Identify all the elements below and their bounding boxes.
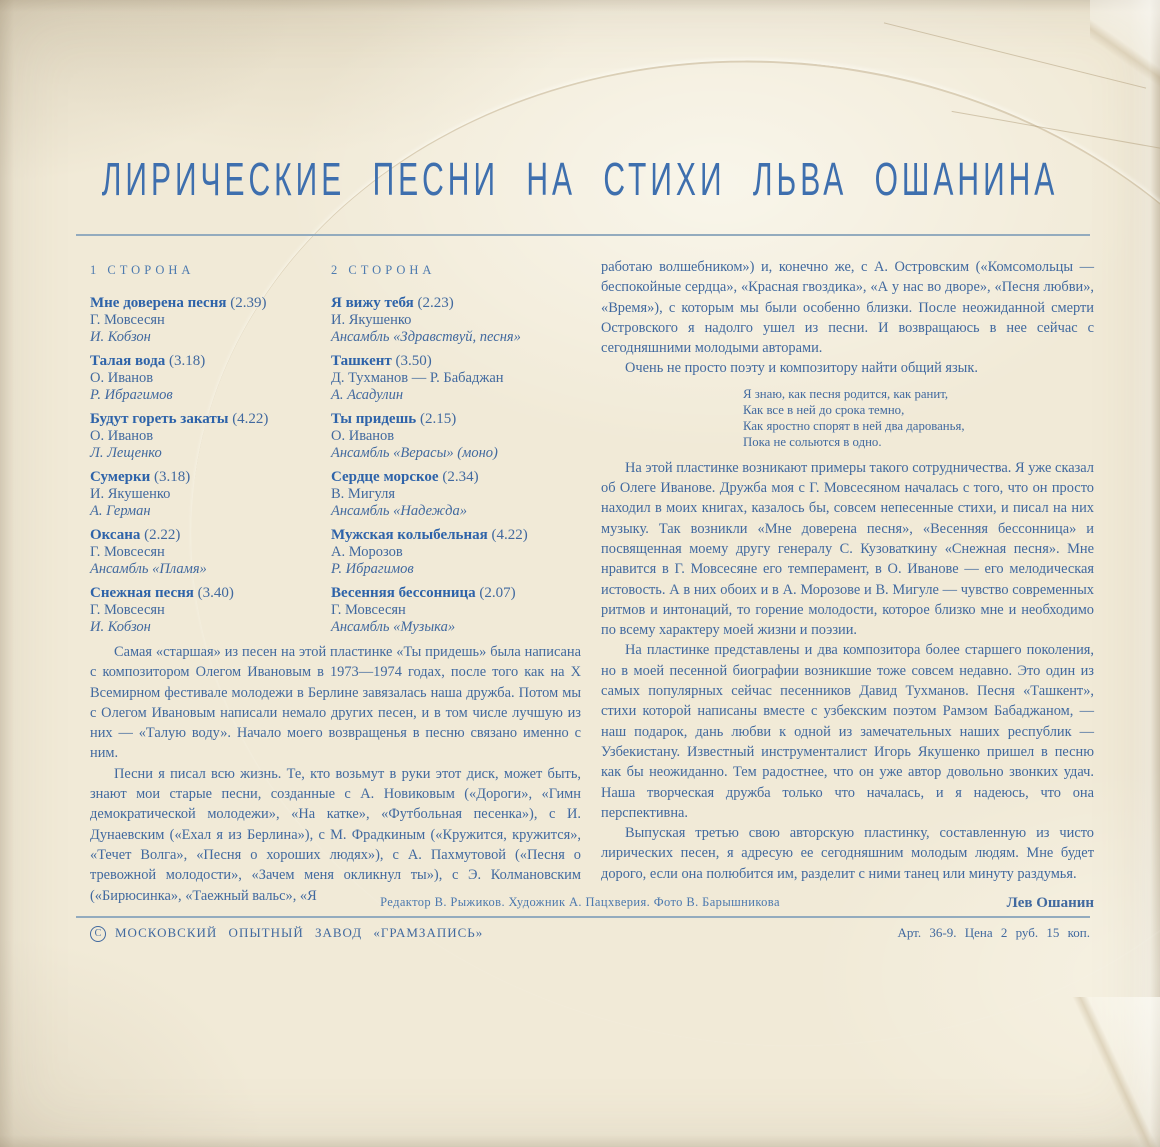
track-title <box>331 469 583 486</box>
track-title <box>331 353 583 370</box>
track-composer: О. Иванов <box>90 428 154 444</box>
track-performer: А. Герман <box>90 503 151 519</box>
track-title <box>90 469 328 486</box>
side1-header: 1 СТОРОНА <box>90 263 195 277</box>
track-title-text: Ташкент <box>331 353 392 369</box>
footer-divider-rule <box>76 916 1090 918</box>
track-title-text: Сердце морское <box>331 469 439 485</box>
track-duration: (3.18) <box>168 353 206 369</box>
right-column-intro <box>601 257 1094 379</box>
side2-header: 2 СТОРОНА <box>331 263 436 277</box>
production-credits: Редактор В. Рыжиков. Художник А. Пацхверия. Фото В. Барышникова <box>380 895 780 909</box>
track-performer: И. Кобзон <box>90 329 151 345</box>
poem-quote <box>743 386 1094 450</box>
track-composer: О. Иванов <box>90 370 154 386</box>
track-duration: (3.50) <box>395 353 432 369</box>
track-item <box>331 411 583 462</box>
track-title-text: Талая вода <box>90 353 166 369</box>
track-title <box>90 411 328 428</box>
track-composer: В. Мигуля <box>331 486 396 502</box>
title-wrap <box>0 154 1160 206</box>
track-title <box>331 527 583 544</box>
publisher-name: МОСКОВСКИЙ ОПЫТНЫЙ ЗАВОД «ГРАМЗАПИСЬ» <box>115 925 484 940</box>
track-item <box>331 527 583 578</box>
liner-notes-right-column <box>601 257 1094 913</box>
track-composer: О. Иванов <box>331 428 395 444</box>
track-item <box>90 527 328 578</box>
liner-notes-paragraph: Самая «старшая» из песен на этой пластинке «Ты придешь» была написана с композитором Олегом Ивановым в 1973—1974 годах, после того как на X Всемирном фестивале молодежи в Берлине завязалась наша дружба. Потом мы с Олегом Ивановым написали немало других песен, и в том числе лучшую из них — «Талую воду». Начало моего возвращенья в песню связано именно с ним. <box>90 644 581 762</box>
side2-tracks <box>331 295 583 636</box>
track-duration: (2.07) <box>479 585 516 601</box>
track-duration: (4.22) <box>232 411 269 427</box>
paper-crease-line <box>952 111 1160 150</box>
track-title <box>90 353 328 370</box>
track-duration: (2.15) <box>419 411 457 427</box>
track-performer: Ансамбль «Здравствуй, песня» <box>331 329 521 345</box>
track-title <box>90 295 328 312</box>
track-composer: Г. Мовсесян <box>90 544 165 560</box>
track-composer: А. Морозов <box>331 544 403 560</box>
title-divider-rule <box>76 234 1090 236</box>
liner-notes-paragraph: работаю волшебником») и, конечно же, с А. Островским («Комсомольцы — беспокойные сердца», «Красная гвоздика», «А у нас во дворе», «Песня любви», «Время»), с которым мы были особенно близки. После неожиданной смерти Островского я надолго ушел из песни. И возвращаюсь в нее сейчас с сегодняшними молодыми авторами. <box>601 259 1094 357</box>
track-title <box>90 585 328 602</box>
track-item <box>331 295 583 346</box>
album-title: ЛИРИЧЕСКИЕ ПЕСНИ НА СТИХИ ЛЬВА ОШАНИНА <box>101 154 1059 206</box>
liner-notes-paragraph: На пластинке представлены и два композитора более старшего поколения, но в моей песенной биографии возникшие тоже совсем недавно. Это один из самых популярных сейчас песенников Давид Тухманов. Песня «Ташкент», стихи которой написаны вместе с узбекским поэтом Рамзом Бабаджаном, — наш подарок, дань любви к одной из замечательных наших республик — Узбекистану. Известный инструменталист Игорь Якушенко пришел в песню как бы неожиданно. Тем радостнее, что он уже автор довольно звонких удач. Наша творческая дружба только что началась, и я надеюсь, что она перспективна. <box>601 642 1094 821</box>
track-title-text: Будут гореть закаты <box>90 411 229 427</box>
track-title <box>331 585 583 602</box>
track-title-text: Оксана <box>90 527 141 543</box>
track-title-text: Я вижу тебя <box>331 295 414 311</box>
track-performer: Ансамбль «Пламя» <box>90 561 207 577</box>
poem-line: Я знаю, как песня родится, как ранит, <box>743 386 949 401</box>
liner-notes-paragraph: Выпуская третью свою авторскую пластинку, составленную из чисто лирических песен, я адресую ее сегодняшним молодым людям. Мне будет дорого, если она полюбится им, разделит с ними танец или минуту раздумья. <box>601 825 1094 882</box>
poem-line: Пока не сольются в одно. <box>743 434 882 449</box>
track-title-text: Мужская колыбельная <box>331 527 488 543</box>
track-composer: И. Якушенко <box>90 486 171 502</box>
paper-crease-line <box>884 22 1146 88</box>
track-composer: И. Якушенко <box>331 312 412 328</box>
track-performer: А. Асадулин <box>331 387 404 403</box>
liner-notes-left-column <box>90 642 581 906</box>
track-title <box>331 295 583 312</box>
catalog-number-price: Арт. 36-9. Цена 2 руб. 15 коп. <box>897 925 1090 940</box>
track-duration: (2.23) <box>417 295 454 311</box>
publisher-line <box>90 925 483 942</box>
side2-tracklist <box>331 263 583 643</box>
track-title-text: Сумерки <box>90 469 151 485</box>
track-performer: Ансамбль «Верасы» (моно) <box>331 445 498 461</box>
track-item <box>331 585 583 636</box>
liner-notes-paragraph: Песни я писал всю жизнь. Те, кто возьмут в руки этот диск, может быть, знают мои старые песни, созданные с А. Новиковым («Дороги», «Гимн демократической молодежи», «На катке», «Футбольная песенка»), с И. Дунаевским («Ехал я из Берлина»), с М. Фрадкиным («Кружится, кружится», «Течет Волга», «Песня о хороших людях»), с А. Пахмутовой («Песня о тревожной молодости», «Зачем меня окликнул ты»), с Э. Колмановским («Бирюсинка», «Таежный вальс», «Я <box>90 765 581 904</box>
author-signature: Лев Ошанин <box>1006 895 1094 912</box>
track-duration: (3.18) <box>154 469 191 485</box>
track-title-text: Весенняя бессонница <box>331 585 476 601</box>
side1-tracks <box>90 295 328 636</box>
track-item <box>90 295 328 346</box>
track-duration: (2.34) <box>442 469 479 485</box>
footer-row <box>90 925 1090 942</box>
track-item <box>331 353 583 404</box>
track-item <box>90 585 328 636</box>
track-item <box>90 411 328 462</box>
track-duration: (4.22) <box>491 527 528 543</box>
track-composer: Г. Мовсесян <box>90 602 165 618</box>
track-duration: (2.39) <box>230 295 267 311</box>
right-column-body <box>601 458 1094 884</box>
poem-line: Как яростно спорят в ней два дарованья, <box>743 418 965 433</box>
poem-line: Как все в ней до срока темно, <box>743 402 905 417</box>
corner-fold-bottom-right <box>1070 997 1160 1147</box>
track-duration: (2.22) <box>144 527 181 543</box>
track-composer: Д. Тухманов — Р. Бабаджан <box>331 370 504 386</box>
track-item <box>90 353 328 404</box>
track-duration: (3.40) <box>197 585 234 601</box>
copyright-icon: С <box>90 926 106 942</box>
track-title <box>331 411 583 428</box>
track-item <box>331 469 583 520</box>
track-performer: Л. Лещенко <box>90 445 162 461</box>
liner-notes-paragraph: Очень не просто поэту и композитору найти общий язык. <box>625 360 978 377</box>
track-performer: Ансамбль «Надежда» <box>331 503 467 519</box>
liner-notes-paragraph: На этой пластинке возникают примеры такого сотрудничества. Я уже сказал об Олеге Иванове. Дружба моя с Г. Мовсесяном началась с того, что он просто находил в моих книгах, казалось бы, совсем непесенные стихи, и писал на них музыку. Так возникли «Мне доверена песня», «Весенняя бессонница» и посвященная моему другу генералу С. Кузоваткину «Снежная песня». Мне нравится в Г. Мовсесяне его темперамент, в О. Иванове — его мелодическая истовость. А в них обоих и в А. Морозове и В. Мигуле — чувство современных ритмов и интонаций, то горение молодости, которое близко мне и необходимо по всему характеру моей жизни и поэзии. <box>601 459 1094 639</box>
track-composer: Г. Мовсесян <box>90 312 165 328</box>
track-title-text: Мне доверена песня <box>90 295 227 311</box>
track-title-text: Ты придешь <box>331 411 417 427</box>
track-performer: Ансамбль «Музыка» <box>331 619 456 635</box>
side1-tracklist <box>90 263 328 643</box>
track-title <box>90 527 328 544</box>
track-performer: Р. Ибрагимов <box>90 387 173 403</box>
track-item <box>90 469 328 520</box>
track-performer: И. Кобзон <box>90 619 151 635</box>
corner-fold-top-right <box>1090 0 1160 120</box>
track-composer: Г. Мовсесян <box>331 602 406 618</box>
track-performer: Р. Ибрагимов <box>331 561 414 577</box>
track-title-text: Снежная песня <box>90 585 194 601</box>
